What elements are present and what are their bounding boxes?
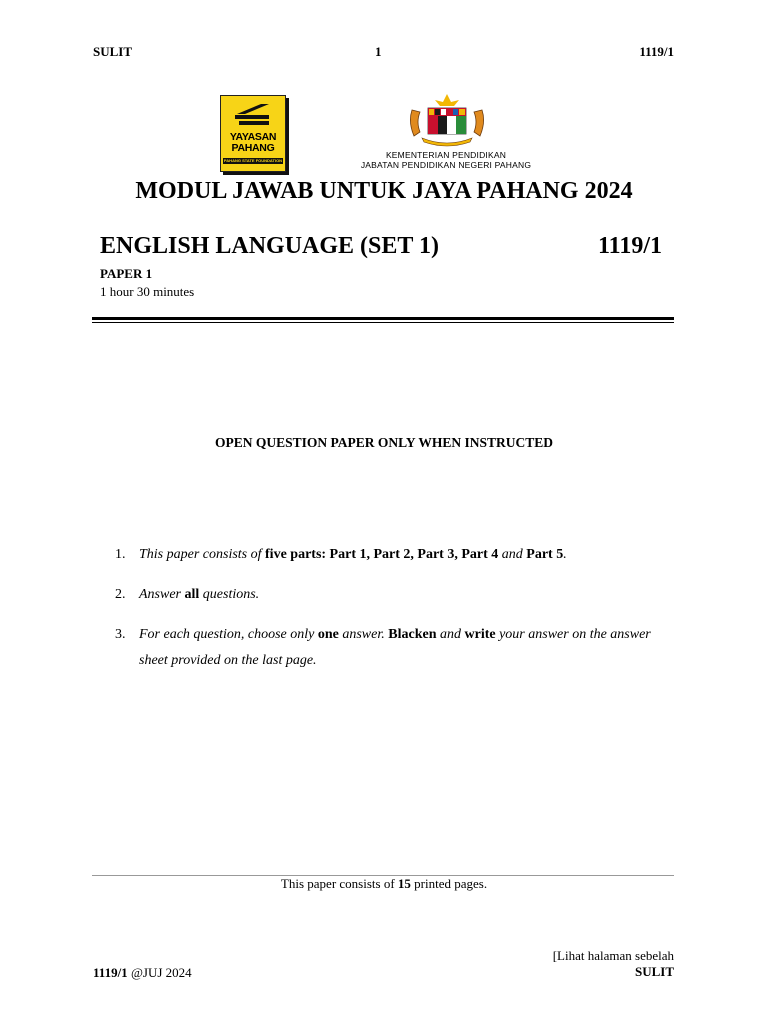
module-title: MODUL JAWAB UNTUK JAYA PAHANG 2024 bbox=[135, 178, 633, 204]
next-page-note: [Lihat halaman sebelah bbox=[552, 948, 674, 963]
footer-code: 1119/1 @JUJ 2024 bbox=[93, 965, 192, 980]
header-page-number: 1 bbox=[375, 44, 382, 59]
ministry-name: KEMENTERIAN PENDIDIKAN bbox=[385, 150, 507, 160]
yayasan-mark-icon bbox=[231, 102, 275, 128]
header-code: 1119/1 bbox=[639, 44, 674, 59]
paper-duration: 1 hour 30 minutes bbox=[100, 284, 195, 299]
instruction-number: 3. bbox=[115, 627, 126, 642]
foundation-text: PAHANG STATE FOUNDATION bbox=[223, 158, 283, 163]
footer-sulit: SULIT bbox=[634, 964, 674, 979]
coat-of-arms-icon bbox=[404, 92, 490, 150]
yayasan-pahang-logo bbox=[220, 95, 286, 172]
open-paper-notice: OPEN QUESTION PAPER ONLY WHEN INSTRUCTED bbox=[215, 435, 553, 450]
instruction-number: 1. bbox=[115, 547, 126, 562]
state-department-name: JABATAN PENDIDIKAN NEGERI PAHANG bbox=[360, 160, 532, 170]
page-count-note: This paper consists of 15 printed pages. bbox=[280, 876, 488, 891]
paper-label: PAPER 1 bbox=[100, 266, 153, 281]
instruction-text: For each question, choose only one answer. Blacken and write your answer on the answer sheet provided on the last page. bbox=[139, 627, 651, 668]
divider-thick bbox=[92, 317, 674, 320]
subject-title: ENGLISH LANGUAGE (SET 1) bbox=[100, 233, 439, 259]
instruction-text: Answer all questions. bbox=[139, 587, 260, 602]
instruction-number: 2. bbox=[115, 587, 126, 602]
pahang-text: PAHANG bbox=[231, 142, 275, 154]
header-sulit: SULIT bbox=[93, 44, 133, 59]
instruction-text: This paper consists of five parts: Part 1, Part 2, Part 3, Part 4 and Part 5. bbox=[139, 547, 567, 562]
divider-thin bbox=[92, 322, 674, 323]
subject-code: 1119/1 bbox=[597, 233, 662, 259]
yayasan-text: YAYASAN bbox=[229, 131, 277, 143]
